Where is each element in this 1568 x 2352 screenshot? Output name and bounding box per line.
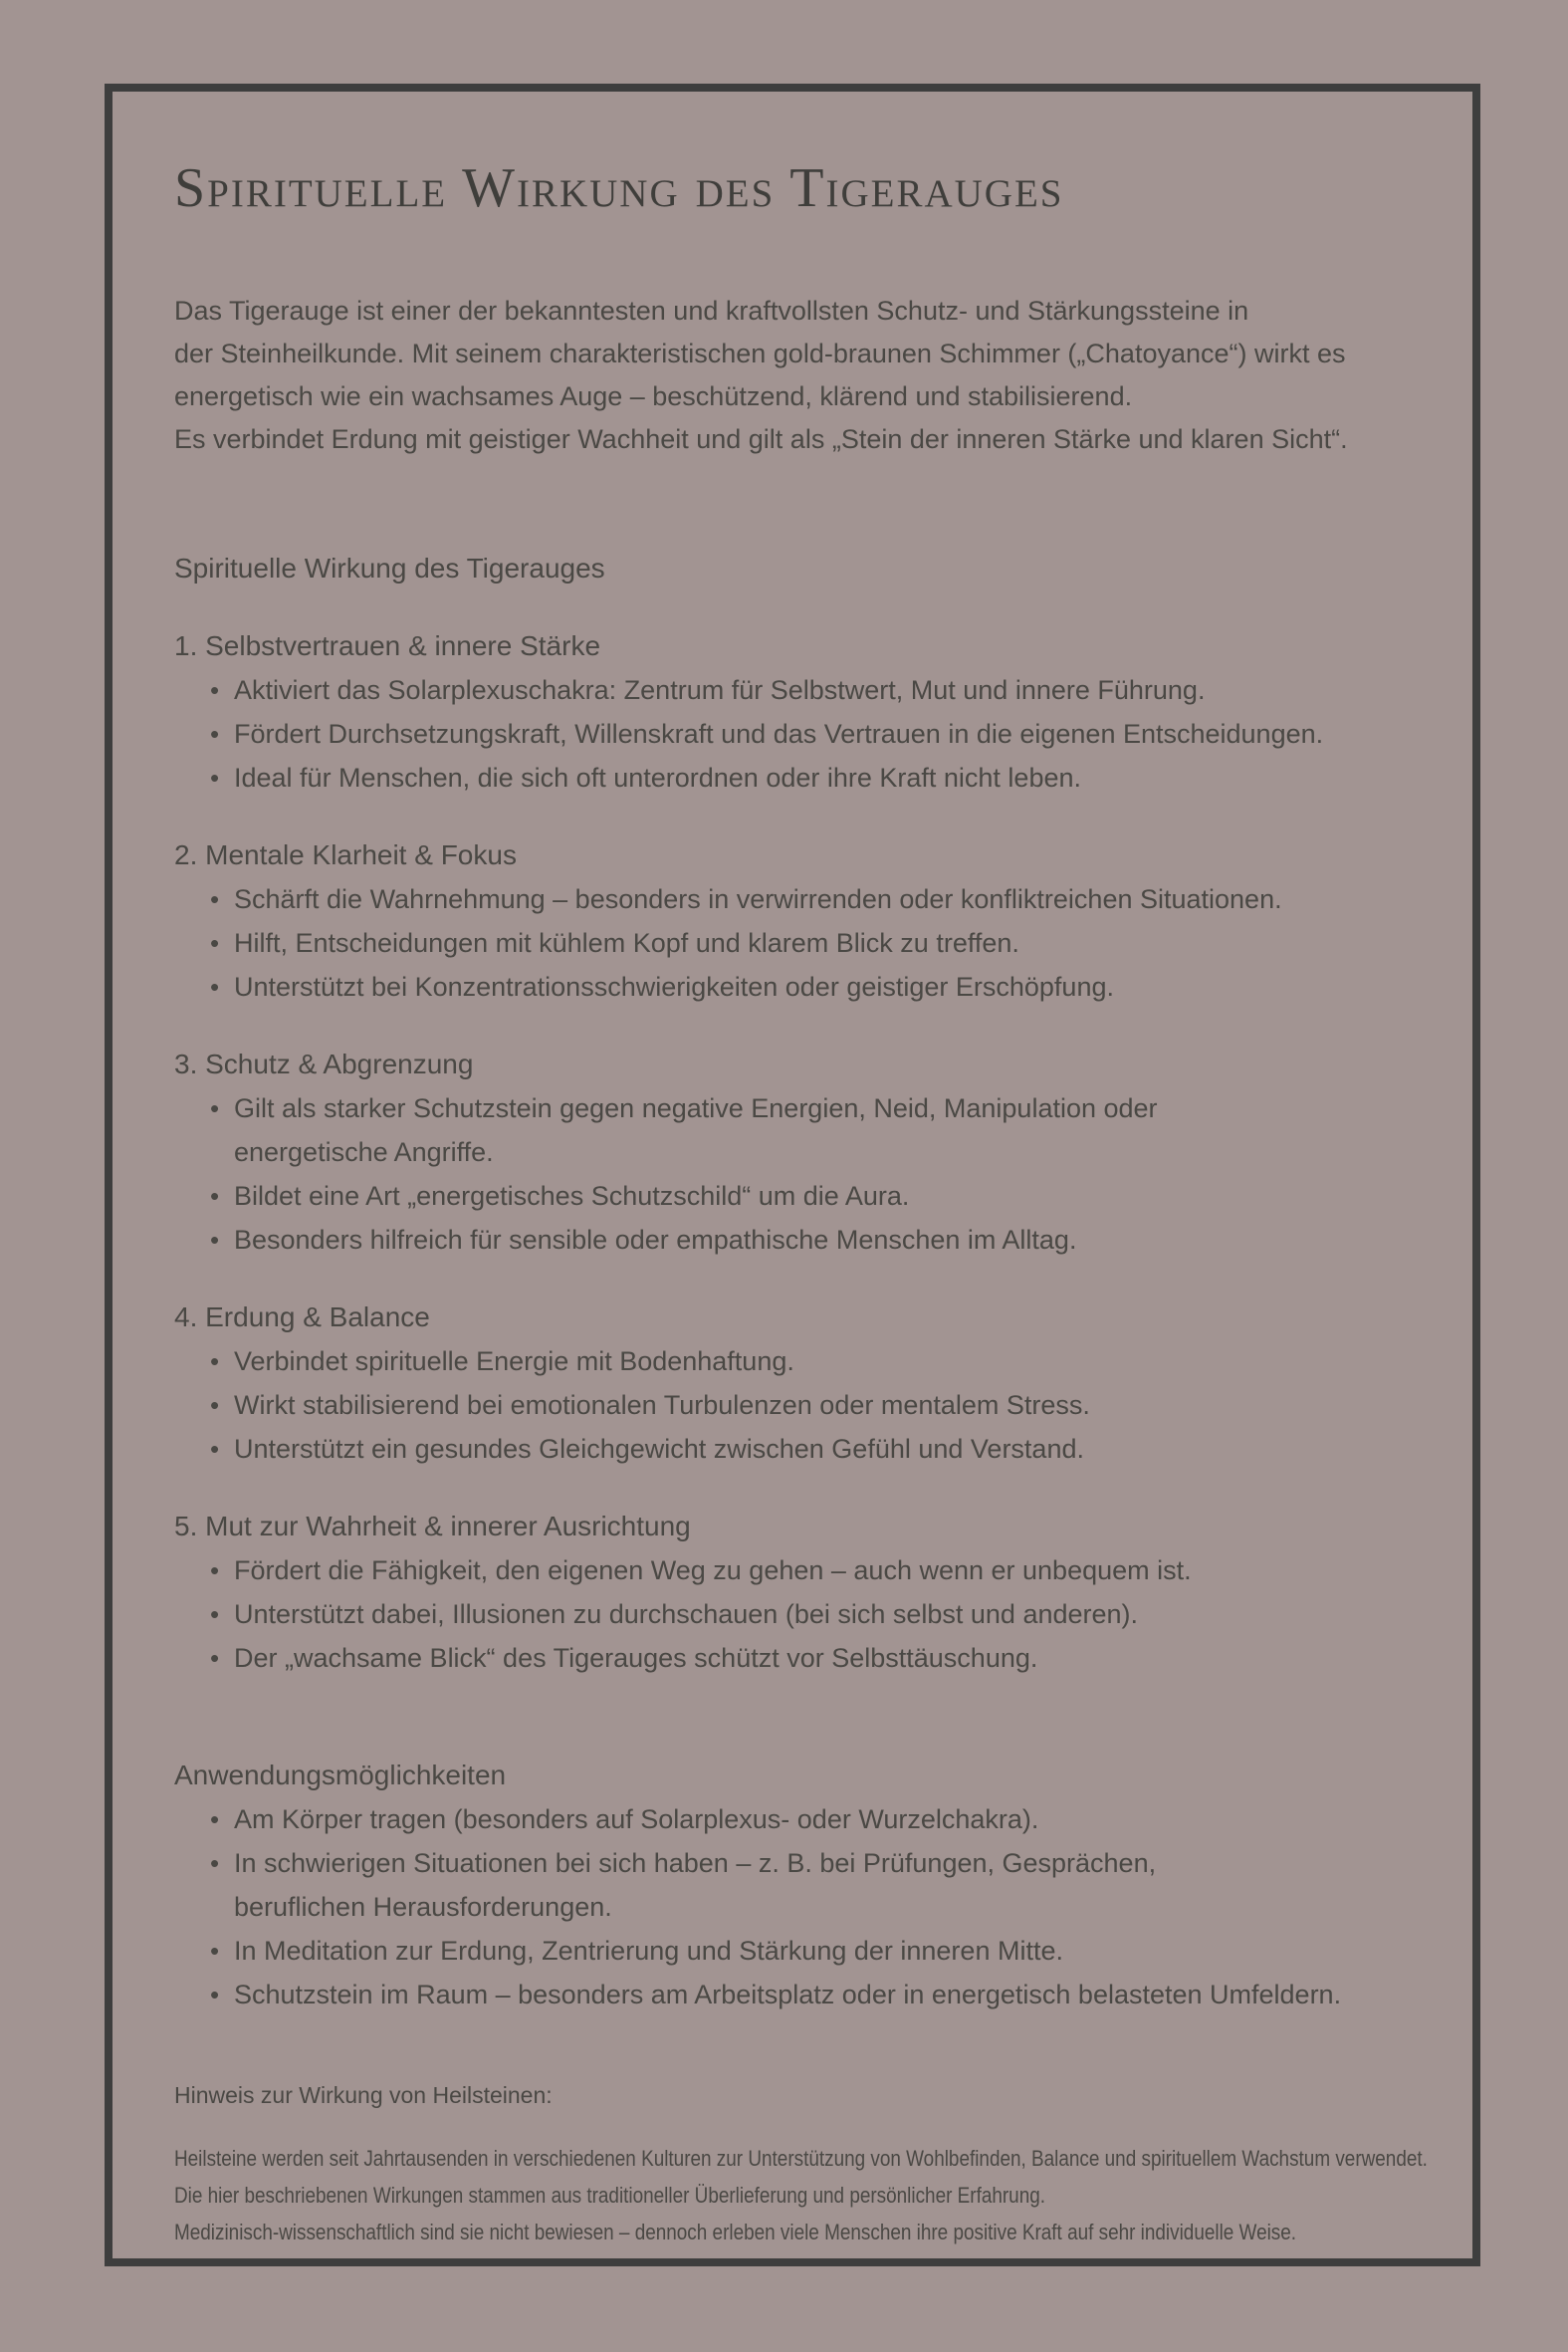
text-line: Ideal für Menschen, die sich oft unterordnen oder ihre Kraft nicht leben. — [234, 762, 1082, 793]
text-line: Gilt als starker Schutzstein gegen negative Energien, Neid, Manipulation oder — [234, 1092, 1158, 1123]
text-line: Das Tigerauge ist einer der bekanntesten und kraftvollsten Schutz- und Stärkungssteine in — [174, 295, 1249, 326]
section-heading: 4. Erdung & Balance — [174, 1300, 430, 1332]
bullet-text — [234, 1548, 1439, 1592]
bullet-text — [234, 1174, 1439, 1218]
effect-sections — [174, 624, 1439, 1680]
flyer-content — [174, 159, 1439, 2250]
bullet-item — [210, 877, 1439, 921]
bullet-text — [234, 712, 1439, 756]
bullet-list — [174, 877, 1439, 1009]
text-line: beruflichen Herausforderungen. — [234, 1891, 612, 1922]
bullet-icon: • — [210, 1935, 220, 1966]
usage-section — [174, 1754, 1439, 2016]
bullet-icon: • — [210, 1847, 220, 1878]
bullet-item — [210, 1218, 1439, 1262]
bullet-item — [210, 1797, 1439, 1841]
page-title: Spirituelle Wirkung des Tigerauges — [174, 157, 1064, 219]
bullet-icon: • — [210, 883, 220, 914]
text-line: Unterstützt bei Konzentrationsschwierigkeiten oder geistiger Erschöpfung. — [234, 971, 1114, 1002]
bullet-item — [210, 1548, 1439, 1592]
bullet-list — [174, 668, 1439, 800]
bullet-item — [210, 756, 1439, 800]
text-line: Besonders hilfreich für sensible oder empathische Menschen im Alltag. — [234, 1224, 1077, 1255]
bullet-text — [234, 965, 1439, 1009]
text-line: Unterstützt dabei, Illusionen zu durchschauen (bei sich selbst und anderen). — [234, 1598, 1139, 1629]
bullet-list — [174, 1086, 1439, 1262]
text-line: Am Körper tragen (besonders auf Solarplexus- oder Wurzelchakra). — [234, 1803, 1039, 1834]
bullet-icon: • — [210, 762, 220, 793]
bullet-item — [210, 1427, 1439, 1471]
bullet-icon: • — [210, 1598, 220, 1629]
bullet-icon: • — [210, 1345, 220, 1376]
bullet-icon: • — [210, 1224, 220, 1255]
bullet-text — [234, 1636, 1439, 1680]
bullet-item — [210, 1841, 1439, 1929]
text-line: Die hier beschriebenen Wirkungen stammen aus traditioneller Überlieferung und persönlicher Erfahrung. — [174, 2182, 1045, 2208]
bullet-text — [234, 1841, 1439, 1929]
bullet-item — [210, 921, 1439, 965]
text-line: Es verbindet Erdung mit geistiger Wachheit und gilt als „Stein der inneren Stärke und klaren Sicht“. — [174, 423, 1348, 454]
bullet-item — [210, 965, 1439, 1009]
text-line: Schutzstein im Raum – besonders am Arbeitsplatz oder in energetisch belasteten Umfeldern. — [234, 1979, 1342, 2009]
bullet-list — [174, 1548, 1439, 1680]
bullet-item — [210, 1929, 1439, 1973]
bullet-list — [174, 1339, 1439, 1471]
bullet-list — [174, 1797, 1439, 2016]
text-line: Fördert die Fähigkeit, den eigenen Weg zu gehen – auch wenn er unbequem ist. — [234, 1554, 1192, 1585]
text-line: energetisch wie ein wachsames Auge – beschützend, klärend und stabilisierend. — [174, 380, 1133, 411]
bullet-text — [234, 1383, 1439, 1427]
bullet-text — [234, 668, 1439, 712]
bullet-icon: • — [210, 718, 220, 749]
text-line: Wirkt stabilisierend bei emotionalen Turbulenzen oder mentalem Stress. — [234, 1389, 1090, 1420]
text-line: Fördert Durchsetzungskraft, Willenskraft und das Vertrauen in die eigenen Entscheidungen. — [234, 718, 1324, 749]
text-line: In Meditation zur Erdung, Zentrierung und Stärkung der inneren Mitte. — [234, 1935, 1063, 1966]
list-heading: Spirituelle Wirkung des Tigerauges — [174, 552, 605, 584]
text-line: Medizinisch-wissenschaftlich sind sie nicht bewiesen – dennoch erleben viele Menschen ihre positive Kraft auf sehr individuelle Weise. — [174, 2219, 1297, 2244]
text-line: In schwierigen Situationen bei sich haben – z. B. bei Prüfungen, Gesprächen, — [234, 1847, 1157, 1878]
bullet-icon: • — [210, 1803, 220, 1834]
bullet-item — [210, 1383, 1439, 1427]
section-heading: 1. Selbstvertrauen & innere Stärke — [174, 629, 601, 661]
section-heading: Anwendungsmöglichkeiten — [174, 1759, 507, 1790]
bullet-icon: • — [210, 1092, 220, 1123]
text-line: Unterstützt ein gesundes Gleichgewicht zwischen Gefühl und Verstand. — [234, 1433, 1084, 1464]
bullet-text — [234, 1797, 1439, 1841]
bullet-text — [234, 1218, 1439, 1262]
bullet-icon: • — [210, 1979, 220, 2009]
bullet-item — [210, 712, 1439, 756]
bullet-icon: • — [210, 1642, 220, 1673]
bullet-item — [210, 1174, 1439, 1218]
bullet-icon: • — [210, 1433, 220, 1464]
bullet-text — [234, 921, 1439, 965]
bullet-text — [234, 1339, 1439, 1383]
bullet-item — [210, 1339, 1439, 1383]
bullet-text — [234, 1929, 1439, 1973]
bullet-text — [234, 756, 1439, 800]
bullet-icon: • — [210, 927, 220, 958]
bullet-item — [210, 1973, 1439, 2016]
bullet-item — [210, 1636, 1439, 1680]
section-heading: 3. Schutz & Abgrenzung — [174, 1048, 474, 1079]
bullet-text — [234, 1086, 1439, 1174]
intro-paragraph — [174, 290, 1439, 461]
text-line: Bildet eine Art „energetisches Schutzschild“ um die Aura. — [234, 1180, 910, 1211]
disclaimer-paragraph — [174, 2140, 1439, 2250]
disclaimer-heading: Hinweis zur Wirkung von Heilsteinen: — [174, 2081, 553, 2108]
text-line: Hilft, Entscheidungen mit kühlem Kopf und klarem Blick zu treffen. — [234, 927, 1019, 958]
section-heading: 2. Mentale Klarheit & Fokus — [174, 838, 517, 870]
bullet-icon: • — [210, 674, 220, 705]
bullet-icon: • — [210, 971, 220, 1002]
text-line: der Steinheilkunde. Mit seinem charakteristischen gold-braunen Schimmer („Chatoyance“) wirkt es — [174, 338, 1346, 368]
bullet-item — [210, 1086, 1439, 1174]
bullet-item — [210, 1592, 1439, 1636]
bullet-icon: • — [210, 1389, 220, 1420]
text-line: Verbindet spirituelle Energie mit Bodenhaftung. — [234, 1345, 794, 1376]
text-line: Schärft die Wahrnehmung – besonders in verwirrenden oder konfliktreichen Situationen. — [234, 883, 1282, 914]
bullet-icon: • — [210, 1554, 220, 1585]
bullet-text — [234, 877, 1439, 921]
text-line: Heilsteine werden seit Jahrtausenden in verschiedenen Kulturen zur Unterstützung von Wohlbefinden, Balance und spirituellem Wachstum verwendet. — [174, 2145, 1428, 2171]
bullet-icon: • — [210, 1180, 220, 1211]
text-line: Der „wachsame Blick“ des Tigerauges schützt vor Selbsttäuschung. — [234, 1642, 1038, 1673]
bullet-text — [234, 1973, 1439, 2016]
text-line: Aktiviert das Solarplexuschakra: Zentrum für Selbstwert, Mut und innere Führung. — [234, 674, 1206, 705]
bullet-item — [210, 668, 1439, 712]
bullet-text — [234, 1427, 1439, 1471]
bullet-text — [234, 1592, 1439, 1636]
text-line: energetische Angriffe. — [234, 1136, 494, 1167]
disclaimer — [174, 2080, 1439, 2250]
section-heading: 5. Mut zur Wahrheit & innerer Ausrichtung — [174, 1510, 691, 1541]
